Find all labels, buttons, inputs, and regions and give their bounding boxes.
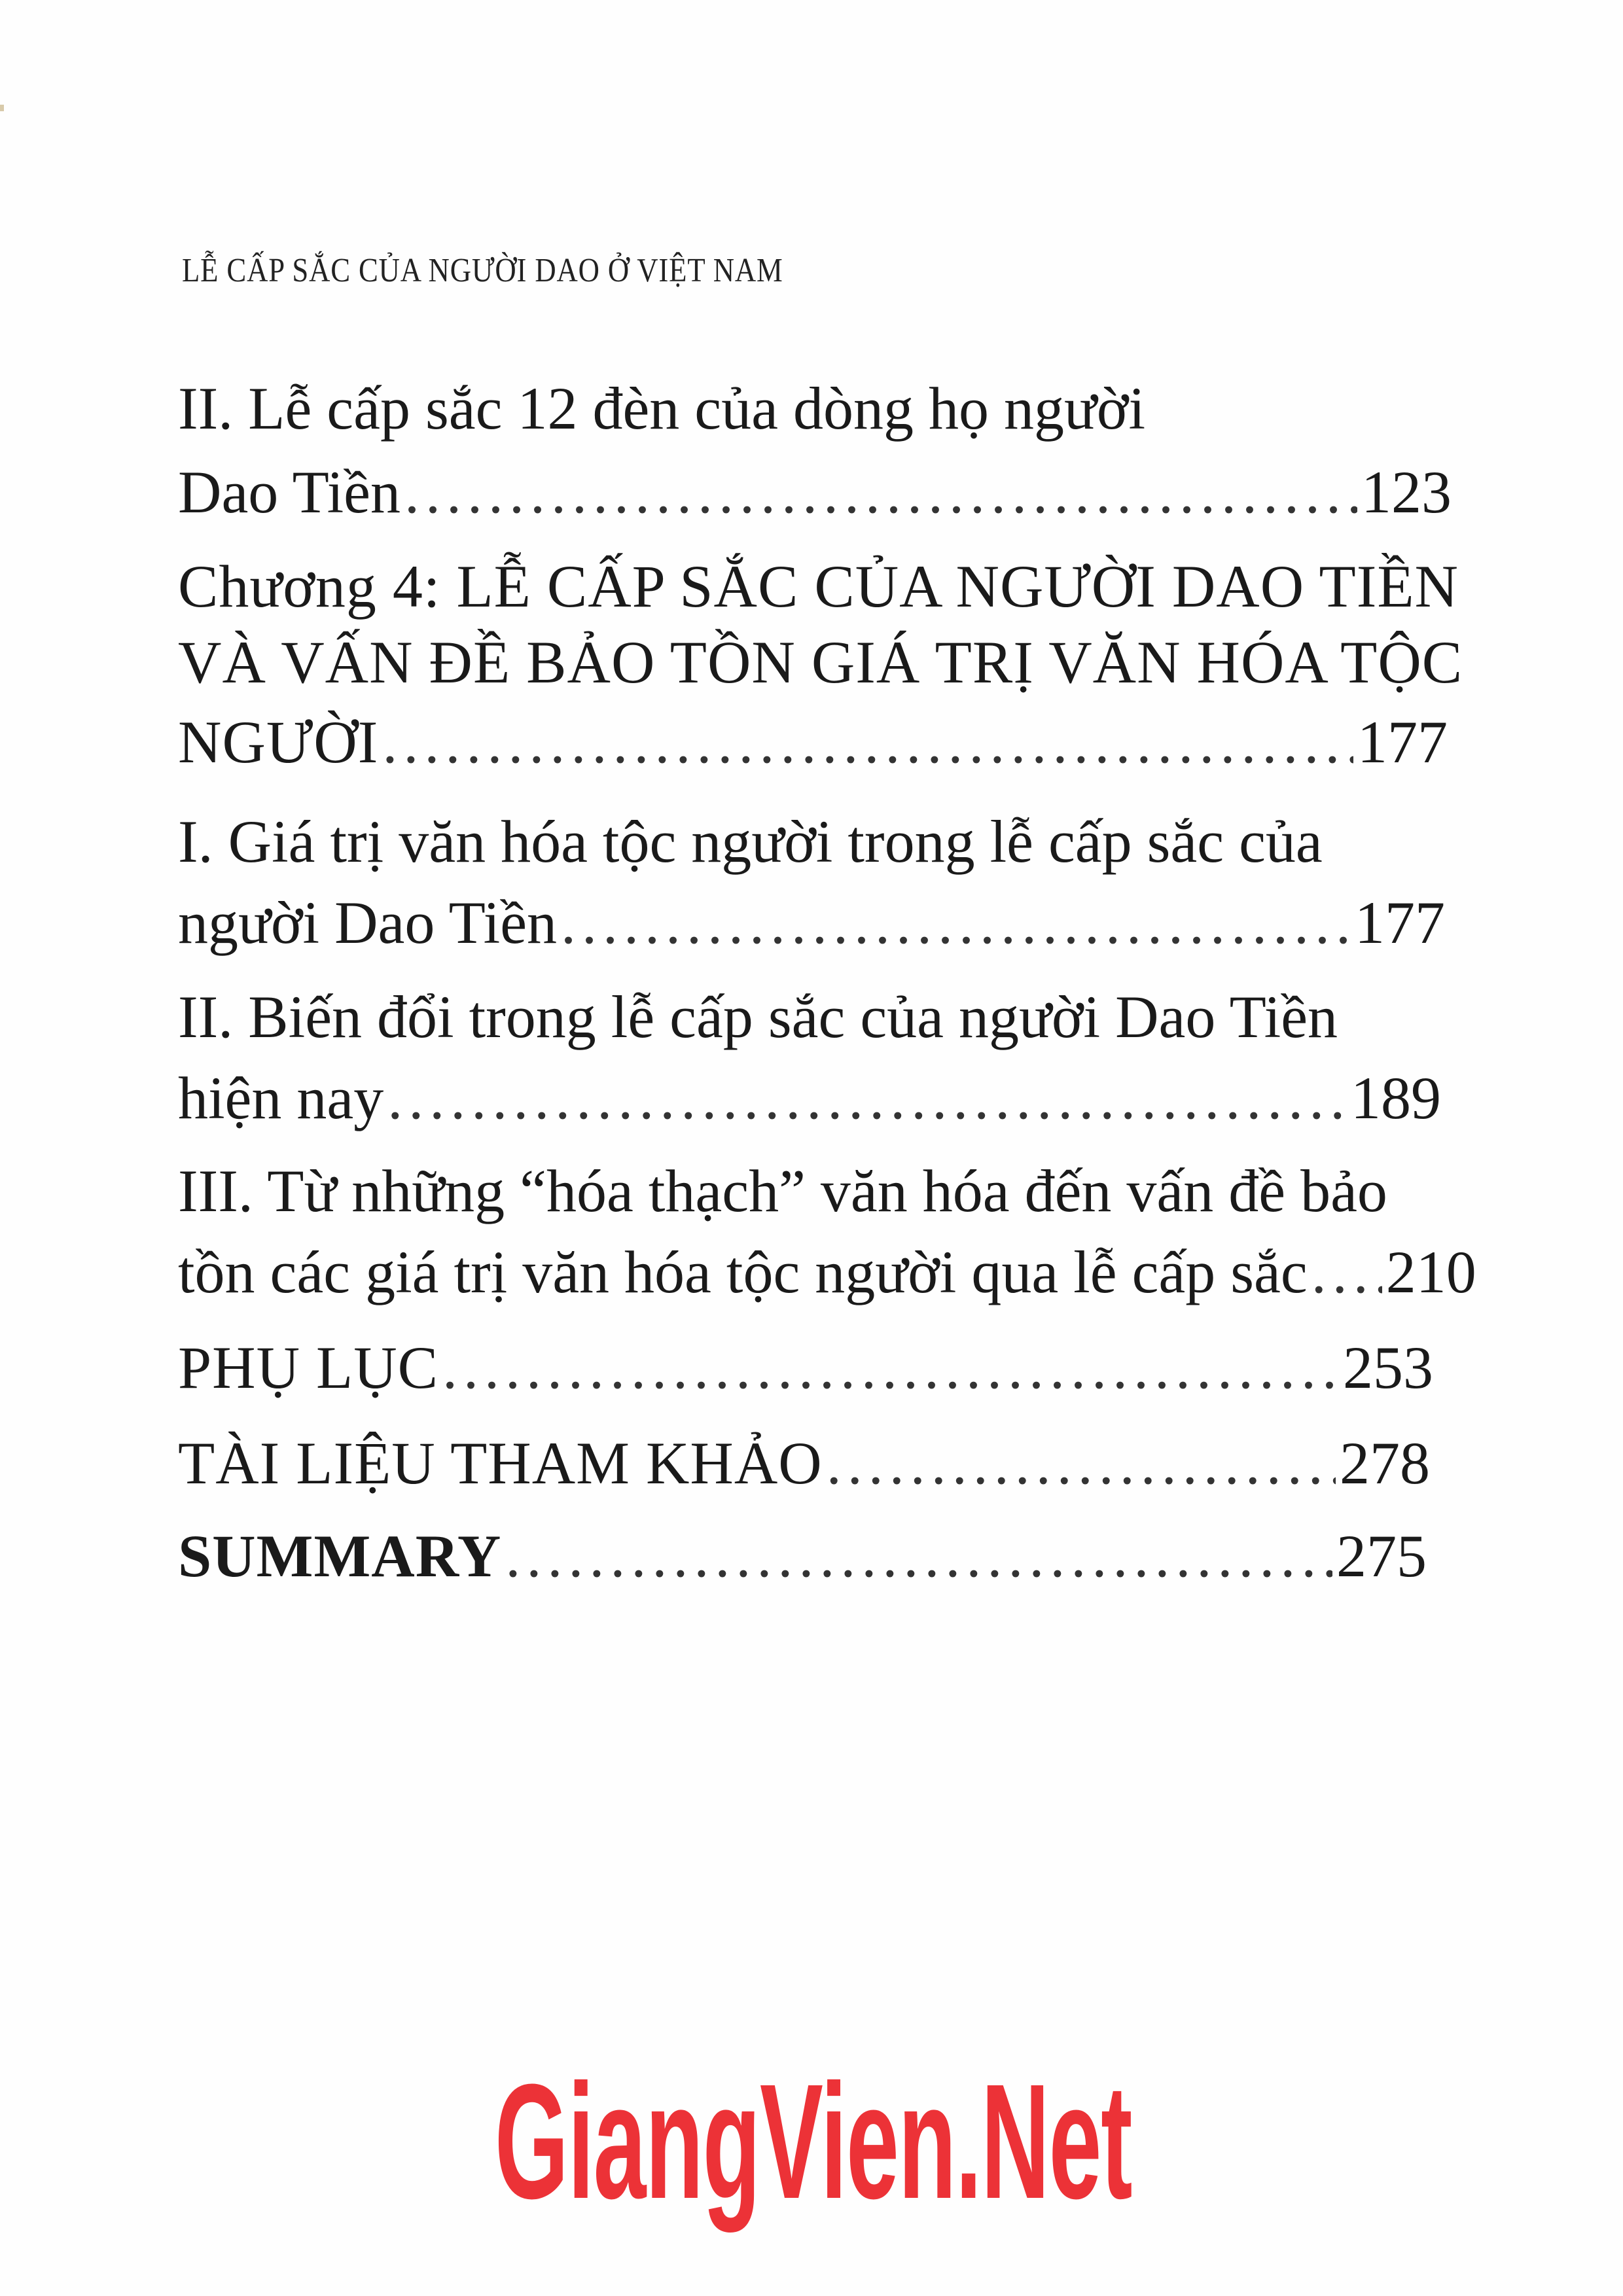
page-number: 123 <box>1361 459 1452 525</box>
toc-entry-1[interactable] <box>178 709 1448 775</box>
toc-entry-text: PHỤ LỤC <box>178 1334 439 1401</box>
toc-entry-text: SUMMARY <box>178 1523 502 1589</box>
toc-entry-text: II. Biến đổi trong lễ cấp sắc của người Dao Tiền <box>178 983 1338 1050</box>
toc-entry-line <box>178 375 1452 442</box>
dot-leader <box>387 1068 1347 1128</box>
toc-entry-0[interactable] <box>178 459 1452 525</box>
toc-entry-line <box>178 808 1452 875</box>
toc-entry-text: III. Từ những “hóa thạch” văn hóa đến vấn đề bảo <box>178 1157 1387 1224</box>
toc-entry-6[interactable] <box>178 1430 1430 1496</box>
toc-chapter-title: Chương 4: LỄ CẤP SẮC CỦA NGƯỜI DAO TIỀN <box>178 553 1459 620</box>
running-header: LỄ CẤP SẮC CỦA NGƯỜI DAO Ở VIỆT NAM <box>182 252 783 289</box>
page-number: 210 <box>1385 1239 1476 1305</box>
dot-leader <box>382 712 1353 772</box>
toc-entry-text: người Dao Tiền <box>178 889 558 956</box>
toc-entry-4[interactable] <box>178 1239 1476 1305</box>
toc-chapter-title: VÀ VẤN ĐỀ BẢO TỒN GIÁ TRỊ VĂN HÓA TỘC <box>178 629 1463 696</box>
toc-entry-line <box>178 629 1463 696</box>
toc-entry-line <box>178 1157 1452 1224</box>
dot-leader <box>561 892 1351 953</box>
dot-leader <box>442 1337 1339 1398</box>
toc-entry-3[interactable] <box>178 1065 1441 1131</box>
dot-leader <box>505 1526 1332 1586</box>
toc-entry-2[interactable] <box>178 889 1445 956</box>
page-number: 177 <box>1355 889 1445 956</box>
toc-entry-5[interactable] <box>178 1334 1433 1401</box>
page-number: 189 <box>1351 1065 1441 1131</box>
toc-entry-line <box>178 983 1452 1050</box>
toc-entry-text: II. Lễ cấp sắc 12 đèn của dòng họ người <box>178 375 1146 442</box>
dot-leader <box>827 1433 1336 1493</box>
dot-leader <box>404 462 1357 522</box>
page-number: 177 <box>1357 709 1448 775</box>
toc-entry-text: I. Giá trị văn hóa tộc người trong lễ cấp sắc của <box>178 808 1323 875</box>
toc-entry-text: TÀI LIỆU THAM KHẢO <box>178 1430 823 1496</box>
toc-entry-text: Dao Tiền <box>178 459 401 525</box>
watermark-logo: GiangVien.Net <box>495 2050 1132 2233</box>
dot-leader <box>1311 1242 1382 1302</box>
scan-artifact <box>0 105 4 111</box>
toc-entry-text: NGƯỜI <box>178 709 379 775</box>
toc-entry-line <box>178 553 1459 620</box>
toc-entry-7[interactable] <box>178 1523 1427 1589</box>
page-number: 253 <box>1343 1334 1433 1401</box>
page-number: 278 <box>1340 1430 1430 1496</box>
page-number: 275 <box>1336 1523 1427 1589</box>
toc-entry-text: tồn các giá trị văn hóa tộc người qua lễ cấp sắc <box>178 1239 1308 1305</box>
toc-entry-text: hiện nay <box>178 1065 384 1131</box>
